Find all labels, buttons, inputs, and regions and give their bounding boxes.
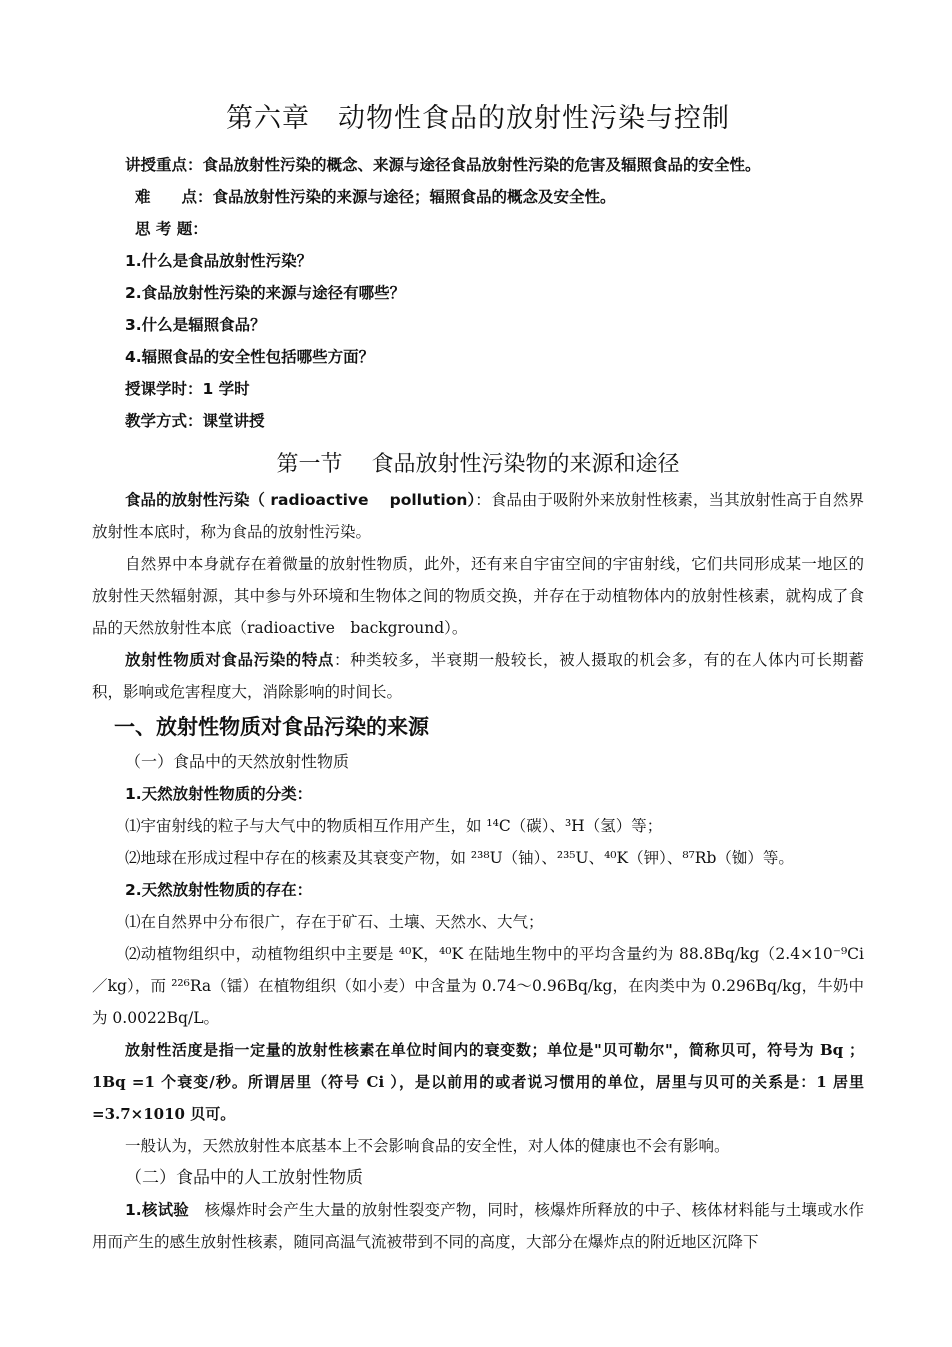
key-points: 讲授重点：食品放射性污染的概念、来源与途径食品放射性污染的危害及辐照食品的安全性。 bbox=[125, 156, 761, 174]
question-item: 1.什么是食品放射性污染？ bbox=[125, 252, 313, 270]
question-item: 4.辐照食品的安全性包括哪些方面？ bbox=[125, 348, 375, 366]
nuclear-text: 核爆炸时会产生大量的放射性裂变产物，同时，核爆炸所释放的中子、核体材料能与土壤或水作用而产生的感生放射性核素，随同高温气流被带到不同的高度，大部分在爆炸点的附近地区沉降下 bbox=[92, 1201, 864, 1251]
definition-label: 食品的放射性污染（ radioactive pollution） bbox=[125, 491, 476, 509]
definition-text: ：食品由于吸附外来放射性核素，当其放射性高于自然界放射性本底时，称为食品的放射性污染。 bbox=[92, 491, 864, 541]
activity-paragraph: 放射性活度是指一定量的放射性核素在单位时间内的衰变数；单位是"贝可勒尔"，简称贝可，符号为 Bq ；1Bq =1 个衰变/秒。所谓居里（符号 Ci ），是以前用的或者说习惯用的单位，居里与贝可的关系是：1 居里=3.7×1010 贝可。 bbox=[92, 1041, 864, 1123]
background-paragraph: 自然界中本身就存在着微量的放射性物质，此外，还有来自宇宙空间的宇宙射线，它们共同形成某一地区的放射性天然辐射源，其中参与外环境和生物体之间的物质交换，并存在于动植物体内的放射性核素，就构成了食品的天然放射性本底（radioactive background）。 bbox=[92, 555, 864, 637]
existence-item: ⑵动植物组织中，动植物组织中主要是 ⁴⁰K，⁴⁰K 在陆地生物中的平均含量约为 88.8Bq/kg（2.4×10⁻⁹Ci／kg），而 ²²⁶Ra（镭）在植物组织（如小麦）中含量为 0.74～0.96Bq/kg，在肉类中为 0.296Bq/kg，牛奶中为 0.0022Bq/L。 bbox=[92, 945, 864, 1027]
subheading-natural: （一）食品中的天然放射性物质 bbox=[125, 752, 350, 771]
heading-sources: 一、放射性物质对食品污染的来源 bbox=[114, 715, 429, 739]
nuclear-label: 1.核试验 bbox=[125, 1201, 189, 1219]
subheading-artificial: （二）食品中的人工放射性物质 bbox=[125, 1168, 363, 1188]
features-label: 放射性物质对食品污染的特点 bbox=[125, 651, 335, 669]
existence-label: 2.天然放射性物质的存在： bbox=[125, 881, 313, 899]
question-item: 2.食品放射性污染的来源与途径有哪些？ bbox=[125, 284, 406, 302]
teaching-method: 教学方式：课堂讲授 bbox=[125, 412, 265, 430]
teaching-hours: 授课学时：1 学时 bbox=[125, 380, 250, 398]
difficulties: 难 点：食品放射性污染的来源与途径；辐照食品的概念及安全性。 bbox=[135, 188, 616, 206]
existence-item: ⑴在自然界中分布很广，存在于矿石、土壤、天然水、大气； bbox=[125, 913, 544, 931]
intro-block bbox=[92, 149, 864, 437]
features-paragraph bbox=[92, 644, 864, 708]
classification-block bbox=[92, 778, 864, 938]
general-paragraph: 一般认为，天然放射性本底基本上不会影响食品的安全性，对人体的健康也不会有影响。 bbox=[125, 1137, 730, 1155]
classification-label: 1.天然放射性物质的分类： bbox=[125, 785, 313, 803]
section-title: 第一节 食品放射性污染物的来源和途径 bbox=[276, 452, 680, 477]
definition-paragraph bbox=[92, 484, 864, 548]
classification-item: ⑵地球在形成过程中存在的核素及其衰变产物，如 ²³⁸U（铀）、²³⁵U、⁴⁰K（钾）、⁸⁷Rb（铷）等。 bbox=[125, 849, 794, 867]
document-page bbox=[92, 96, 864, 1258]
nuclear-paragraph bbox=[92, 1194, 864, 1258]
classification-item: ⑴宇宙射线的粒子与大气中的物质相互作用产生，如 ¹⁴C（碳）、³H（氢）等； bbox=[125, 817, 663, 835]
question-item: 3.什么是辐照食品？ bbox=[125, 316, 266, 334]
questions-label: 思 考 题： bbox=[135, 220, 208, 238]
chapter-title: 第六章 动物性食品的放射性污染与控制 bbox=[226, 103, 730, 134]
features-text: ：种类较多，半衰期一般较长，被人摄取的机会多，有的在人体内可长期蓄积，影响或危害程度大，消除影响的时间长。 bbox=[92, 651, 864, 701]
